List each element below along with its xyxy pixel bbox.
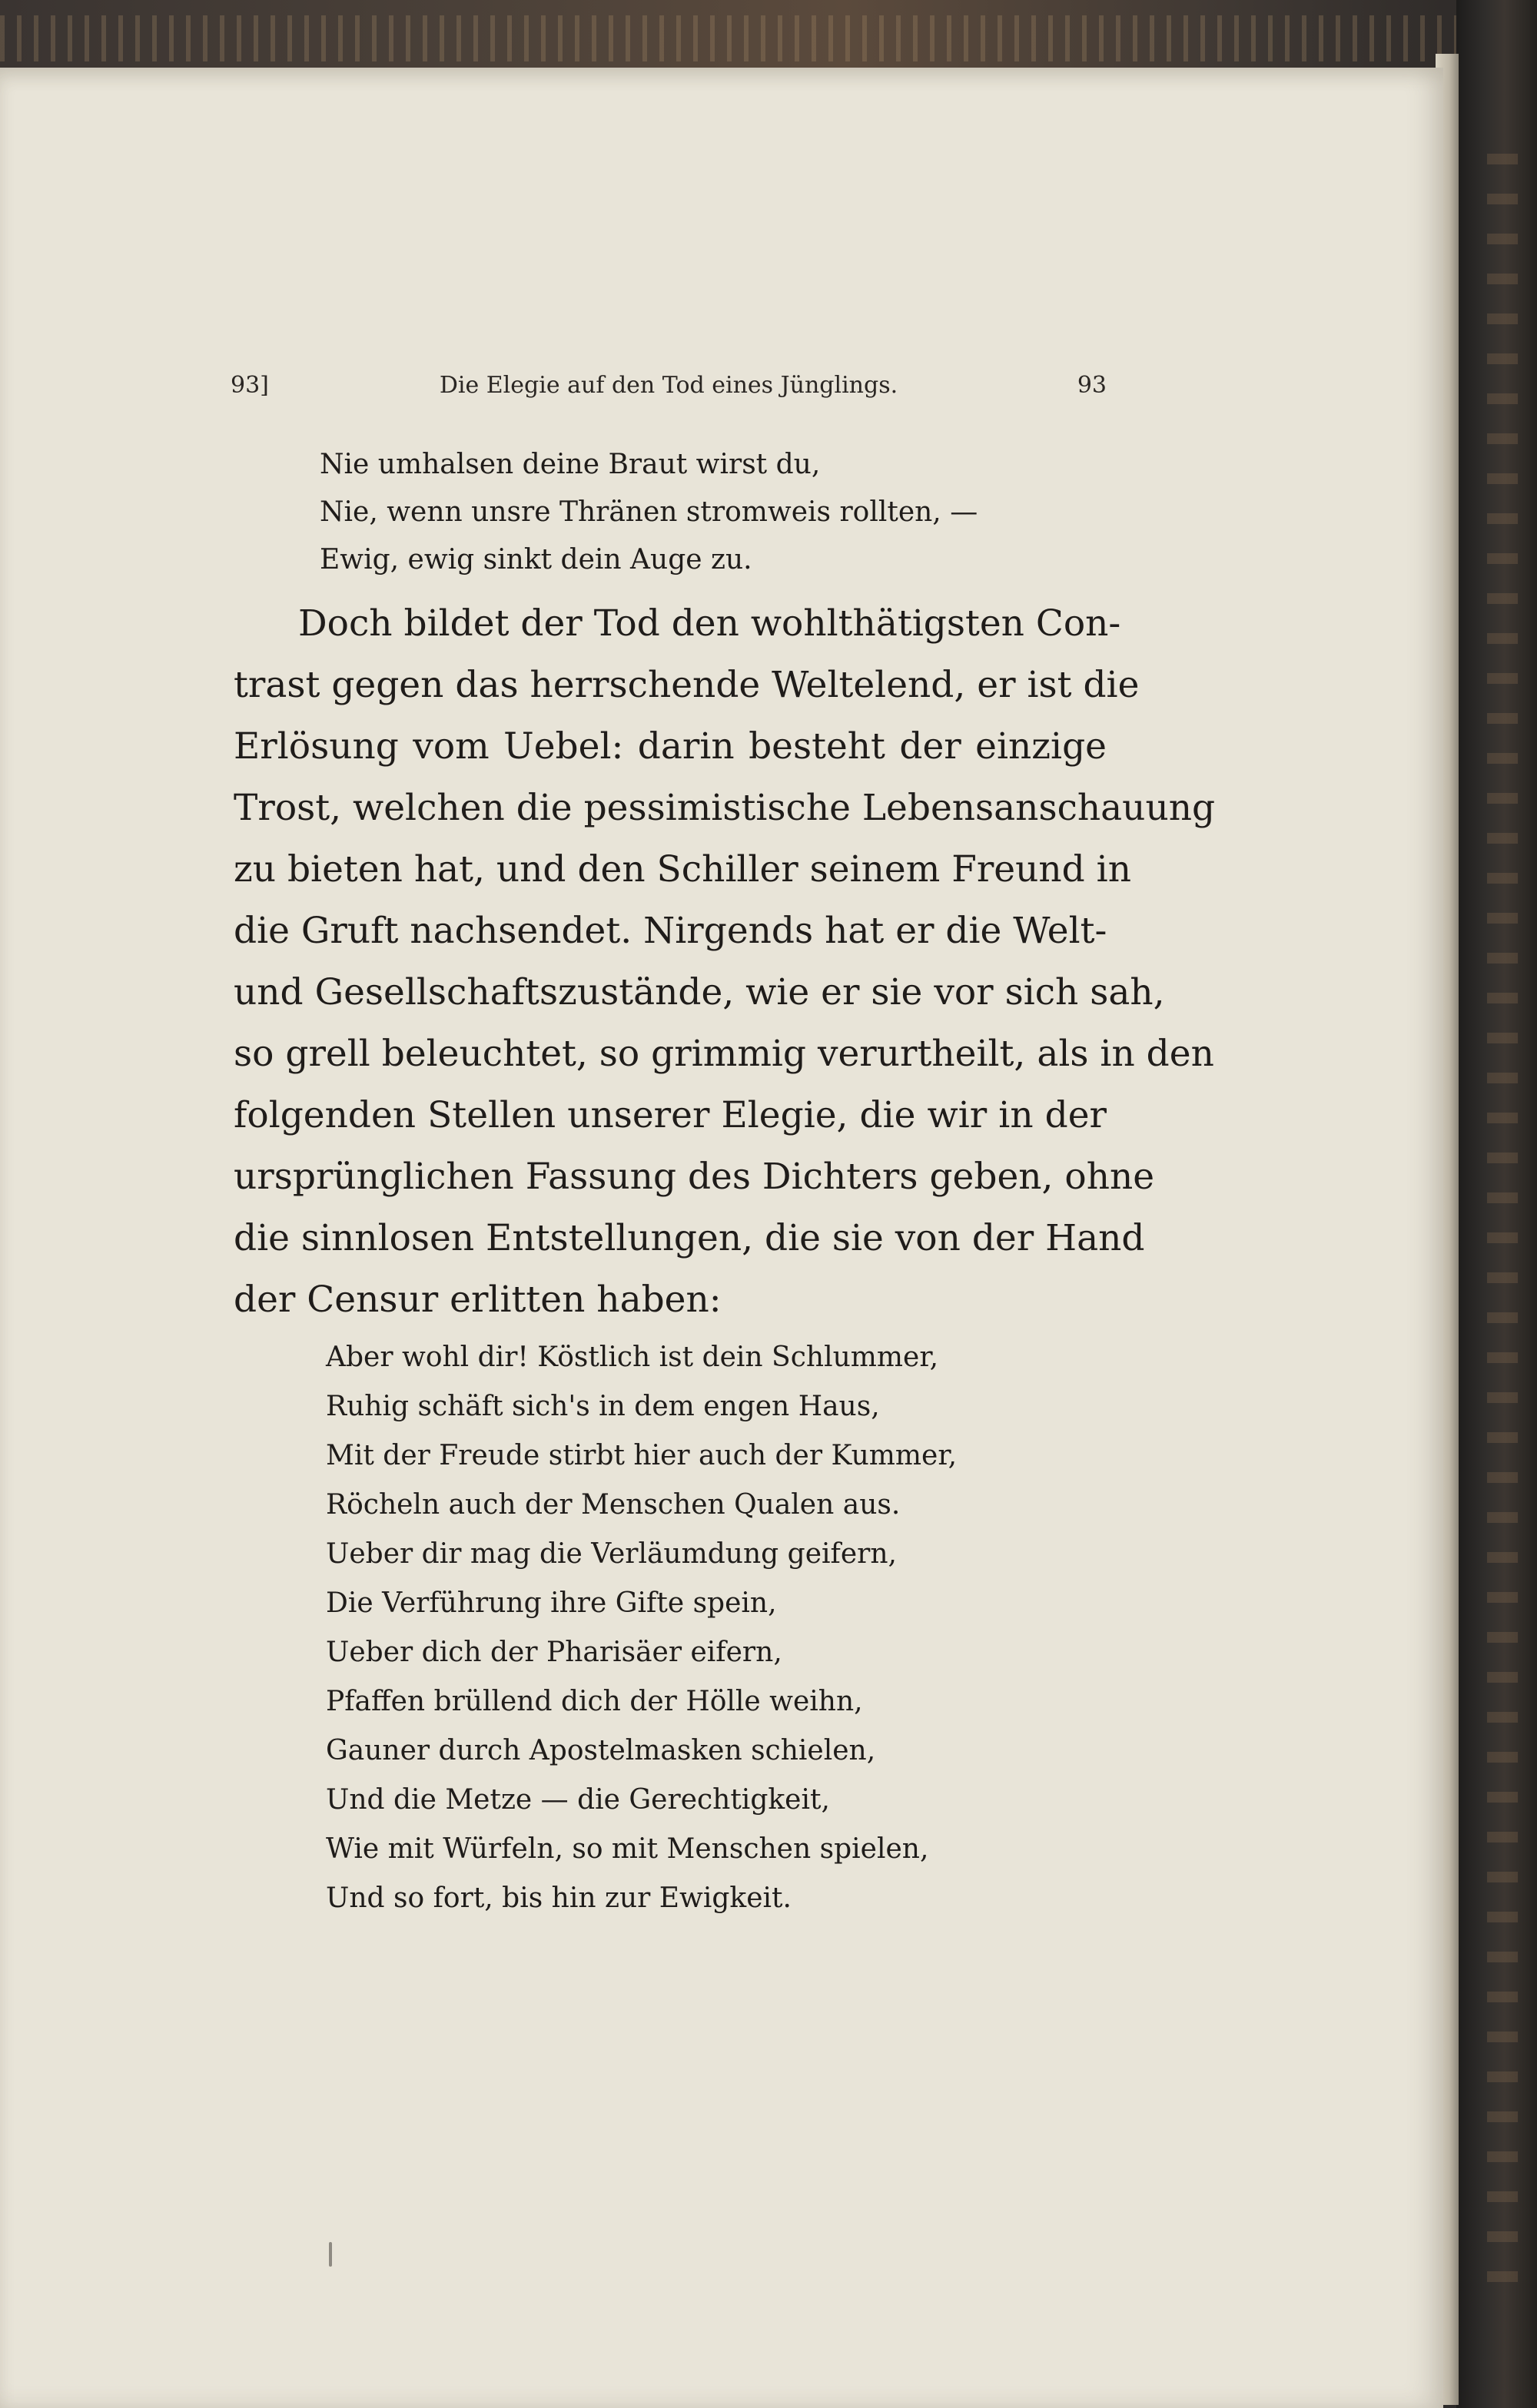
verse-line: Aber wohl dir! Köstlich ist dein Schlummer, (326, 1342, 939, 1373)
verse-line: Mit der Freude stirbt hier auch der Kummer, (326, 1440, 958, 1471)
prose-line: die sinnlosen Entstellungen, die sie von der Hand (234, 1217, 1145, 1259)
prose-line: so grell beleuchtet, so grimmig verurtheilt, als in den (234, 1033, 1214, 1075)
verse-line: Die Verführung ihre Gifte spein, (326, 1587, 777, 1619)
verse-line: Und so fort, bis hin zur Ewigkeit. (326, 1882, 792, 1914)
verse-line: Ueber dir mag die Verläumdung geifern, (326, 1538, 897, 1570)
prose-line: Trost, welchen die pessimistische Lebensanschauung (234, 787, 1216, 829)
prose-line: zu bieten hat, und den Schiller seinem Freund in (234, 848, 1131, 891)
verse-line: Nie, wenn unsre Thränen stromweis rollten, — (320, 496, 978, 528)
prose-line: und Gesellschaftszustände, wie er sie vor sich sah, (234, 971, 1165, 1013)
page-number: 93 (1077, 372, 1107, 399)
verse-line: Ewig, ewig sinkt dein Auge zu. (320, 544, 752, 575)
prose-line: folgenden Stellen unserer Elegie, die wir in der (234, 1094, 1107, 1136)
verse-line: Wie mit Würfeln, so mit Menschen spielen, (326, 1833, 929, 1865)
prose-line: trast gegen das herrschende Weltelend, er ist die (234, 664, 1140, 706)
verse-line: Ruhig schäft sich's in dem engen Haus, (326, 1391, 880, 1422)
verse-line: Röcheln auch der Menschen Qualen aus. (326, 1489, 901, 1521)
prose-line: der Censur erlitten haben: (234, 1279, 722, 1321)
pencil-mark (329, 2242, 332, 2267)
verse-line: Nie umhalsen deine Braut wirst du, (320, 449, 821, 480)
verse-line: Pfaffen brüllend dich der Hölle weihn, (326, 1686, 863, 1717)
prose-line: die Gruft nachsendet. Nirgends hat er die Welt- (234, 910, 1107, 952)
book-cover-right (1456, 0, 1537, 2408)
running-header (231, 372, 1107, 418)
verse-line: Und die Metze — die Gerechtigkeit, (326, 1784, 830, 1816)
prose-line: ursprünglichen Fassung des Dichters geben, ohne (234, 1156, 1155, 1198)
verse-line: Ueber dich der Pharisäer eifern, (326, 1637, 782, 1668)
running-title: Die Elegie auf den Tod eines Jünglings. (439, 372, 898, 399)
verse-line: Gauner durch Apostelmasken schielen, (326, 1735, 876, 1766)
prose-line: Erlösung vom Uebel: darin besteht der einzige (234, 725, 1107, 768)
header-left-page-number: 93] (231, 372, 269, 399)
prose-line: Doch bildet der Tod den wohlthätigsten Con- (298, 602, 1121, 645)
